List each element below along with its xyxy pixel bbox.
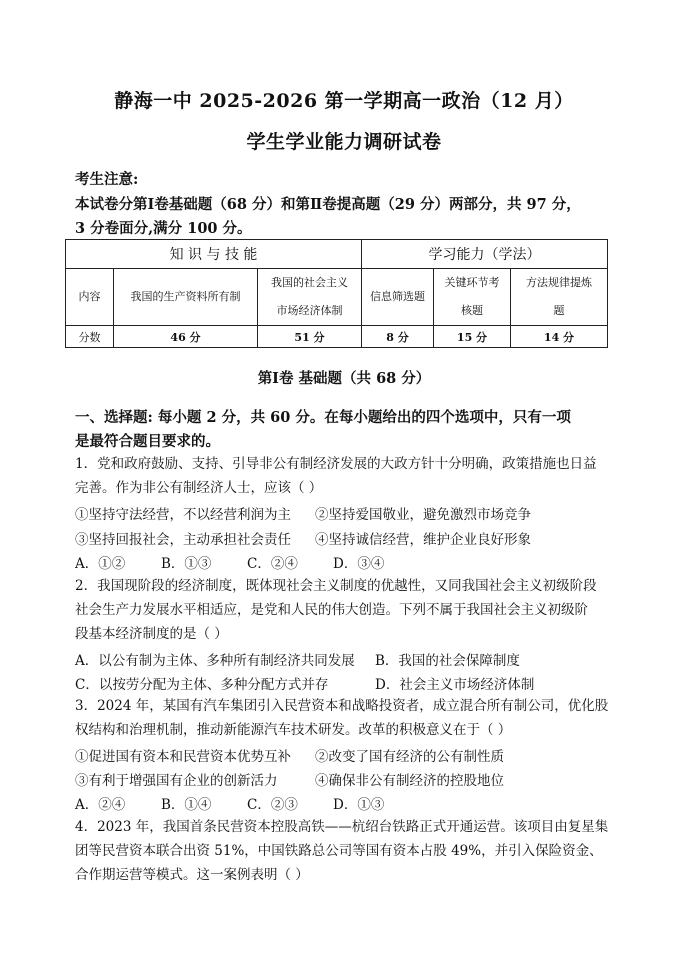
table-cell-score: 15 分 (434, 326, 511, 348)
table-group-learning: 学习能力（学法） (362, 240, 608, 269)
answer-option[interactable]: D．③④ (333, 556, 385, 572)
section-title: 第Ⅰ卷 基础题（共 68 分） (257, 370, 431, 387)
table-cell-category: 我国的社会主义 市场经济体制 (258, 269, 362, 326)
score-distribution-table (65, 239, 608, 348)
statement: ④确保非公有制经济的控股地位 (315, 773, 504, 789)
question-4-stem-line: 4．2023 年，我国首条民营资本控股高铁——杭绍台铁路正式开通运营。该项目由复星集 (75, 819, 609, 835)
statement: ②改变了国有经济的公有制性质 (315, 749, 504, 765)
answer-option[interactable]: A．以公有制为主体、多种所有制经济共同发展 (75, 653, 355, 669)
question-3-stem-line: 3．2024 年，某国有汽车集团引入民营资本和战略投资者，成立混合所有制公司，优化股 (75, 698, 609, 714)
answer-option[interactable]: A．①② (75, 556, 126, 572)
statement: ①坚持守法经营，不以经营利润为主 (75, 507, 291, 523)
table-cell-category: 方法规律提炼 题 (511, 269, 608, 326)
answer-option[interactable]: D．社会主义市场经济体制 (375, 677, 535, 693)
answer-option[interactable]: C．②④ (247, 556, 298, 572)
statement: ①促进国有资本和民营资本优势互补 (75, 749, 291, 765)
answer-option[interactable]: C．以按劳分配为主体、多种分配方式并存 (75, 677, 329, 693)
table-cell-category: 信息筛选题 (362, 269, 434, 326)
statement: ④坚持诚信经营，维护企业良好形象 (315, 532, 531, 548)
table-cell-score: 51 分 (258, 326, 362, 348)
question-1-stem-line: 1．党和政府鼓励、支持、引导非公有制经济发展的大政方针十分明确，政策措施也日益 (75, 456, 597, 472)
table-cell-score: 46 分 (114, 326, 258, 348)
table-cell-category: 关键环节考 核题 (434, 269, 511, 326)
question-3-statements-row (75, 745, 504, 765)
question-4-stem-line: 团等民营资本联合出资 51%，中国铁路总公司等国有资本占股 49%，并引入保险资金、 (75, 843, 603, 859)
question-1-options (75, 552, 384, 572)
section-instruction-line1: 一、选择题: 每小题 2 分，共 60 分。在每小题给出的四个选项中，只有一项 (75, 409, 571, 426)
question-3-stem-line: 权结构和治理机制，推动新能源汽车技术研发。改革的积极意义在于（ ） (75, 722, 512, 738)
exam-subtitle: 学生学业能力调研试卷 (246, 131, 442, 153)
notice-text-line2: 3 分卷面分,满分 100 分。 (75, 220, 252, 237)
table-cell-category: 我国的生产资料所有制 (114, 269, 258, 326)
question-4-stem-line: 合作期运营等模式。这一案例表明（ ） (75, 867, 309, 883)
table-cell-score: 8 分 (362, 326, 434, 348)
question-1-statements-row (75, 528, 531, 548)
question-2-stem-line: 社会生产力发展水平相适应，是党和人民的伟大创造。下列不属于我国社会主义初级阶 (75, 602, 588, 618)
exam-title: 静海一中 2025-2026 第一学期高一政治（12 月） (114, 90, 574, 112)
statement: ②坚持爱国敬业，避免激烈市场竞争 (315, 507, 531, 523)
row-label-content: 内容 (66, 269, 114, 326)
question-3-options (75, 793, 384, 813)
statement: ③坚持回报社会，主动承担社会责任 (75, 532, 291, 548)
table-group-knowledge: 知 识 与 技 能 (66, 240, 362, 269)
question-3-statements-row (75, 769, 504, 789)
answer-option[interactable]: B．我国的社会保障制度 (375, 653, 520, 669)
notice-label: 考生注意: (75, 171, 139, 188)
statement: ③有利于增强国有企业的创新活力 (75, 773, 278, 789)
question-1-statements-row (75, 503, 531, 523)
section-instruction-line2: 是最符合题目要求的。 (75, 433, 220, 450)
question-2-stem-line: 段基本经济制度的是（ ） (75, 626, 228, 642)
answer-option[interactable]: B．①④ (161, 797, 212, 813)
question-1-stem-line: 完善。作为非公有制经济人士，应该（ ） (75, 480, 323, 496)
question-2-options-row (75, 673, 534, 693)
question-2-stem-line: 2．我国现阶段的经济制度，既体现社会主义制度的优越性，又同我国社会主义初级阶段 (75, 578, 597, 594)
notice-text-line1: 本试卷分第Ⅰ卷基础题（68 分）和第Ⅱ卷提高题（29 分）两部分，共 97 分， (75, 196, 581, 213)
answer-option[interactable]: C．②③ (247, 797, 298, 813)
answer-option[interactable]: D．①③ (333, 797, 385, 813)
row-label-score: 分数 (66, 326, 114, 348)
answer-option[interactable]: B．①③ (161, 556, 212, 572)
question-2-options-row (75, 649, 520, 669)
answer-option[interactable]: A．②④ (75, 797, 126, 813)
table-cell-score: 14 分 (511, 326, 608, 348)
